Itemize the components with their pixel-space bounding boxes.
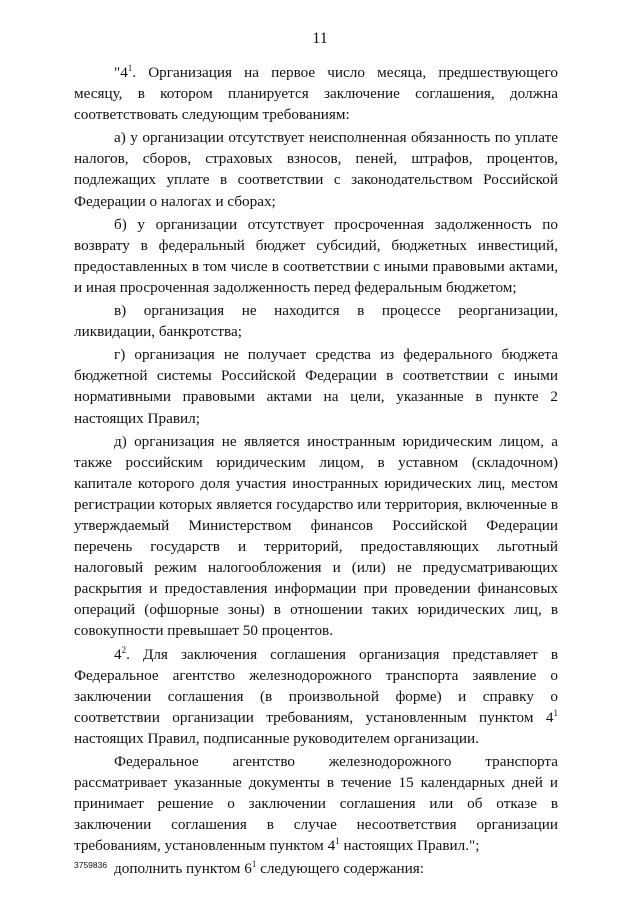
paragraph: [74, 214, 558, 298]
paragraph-text: в) организация не находится в процессе реорганизации, ликвидации, банкротства;: [74, 302, 558, 341]
superscript: 1: [251, 859, 257, 870]
paragraph: [74, 62, 558, 125]
paragraph-text: "4: [114, 64, 128, 81]
paragraph-text: следующего содержания:: [256, 860, 424, 878]
document-body: [74, 62, 558, 882]
paragraph-text: . Организация на первое число месяца, предшествующего месяцу, в котором планируется заключение соглашения, должна соответствовать следующим требованиям:: [74, 64, 558, 124]
paragraph-text: б) у организации отсутствует просроченная задолженность по возврату в федеральный бюджет субсидий, бюджетных инвестиций, предоставленных в том числе в соответствии с иными правовыми актами, и иная просроченная задолженность перед федеральным бюджетом;: [74, 215, 558, 296]
paragraph: [74, 751, 558, 856]
superscript: 2: [121, 644, 127, 655]
paragraph-text: . Для заключения соглашения организация представляет в Федеральное агентство железнодорожного транспорта заявление о заключении соглашения (в произвольной форме) и справку о соответствии организации требованиям, установленным пунктом 4: [74, 645, 558, 726]
paragraph-text: 4: [114, 645, 122, 663]
paragraph-text: дополнить пунктом 6: [114, 860, 252, 878]
paragraph: [74, 127, 558, 211]
paragraph-text: настоящих Правил, подписанные руководителем организации.: [74, 729, 479, 747]
paragraph-text: д) организация не является иностранным юридическим лицом, а также российским юридическим лицом, в уставном (складочном) капитале которого доля участия иностранных юридических лиц, местом регистрации которых является государство или территория, включенные в утверждаемый Министерством финансов Российской Федерации перечень государств и территорий, предоставляющих льготный налоговый режим налогообложения и (или) не предусматривающих раскрытия и предоставления информации при проведении финансовых операций (офшорные зоны) в отношении таких юридических лиц, в совокупности превышает 50 процентов.: [74, 432, 558, 640]
page-number: 11: [312, 30, 328, 47]
paragraph: [74, 300, 558, 342]
paragraph-text: настоящих Правил.";: [339, 837, 480, 855]
paragraph: [74, 344, 558, 428]
paragraph-text: Федеральное агентство железнодорожного транспорта рассматривает указанные документы в течение 15 календарных дней и принимает решение о заключении соглашения или об отказе в заключении соглашения в случае несоответствия организации требованиям, установленным пунктом 4: [74, 753, 558, 855]
paragraph-text: г) организация не получает средства из федерального бюджета бюджетной системы Российской Федерации в соответствии с иными нормативными правовыми актами на цели, указанные в пункте 2 настоящих Правил;: [74, 346, 558, 427]
superscript: 1: [127, 63, 133, 73]
paragraph: [74, 644, 558, 749]
superscript: 1: [553, 707, 558, 718]
document-id: 3759836: [74, 860, 108, 870]
paragraph-text: а) у организации отсутствует неисполненная обязанность по уплате налогов, сборов, страховых взносов, пеней, штрафов, процентов, подлежащих уплате в соответствии с законодательством Российской Федерации о налогах и сборах;: [74, 129, 558, 210]
paragraph: [74, 858, 558, 879]
superscript: 1: [335, 836, 340, 847]
paragraph: [74, 431, 558, 642]
